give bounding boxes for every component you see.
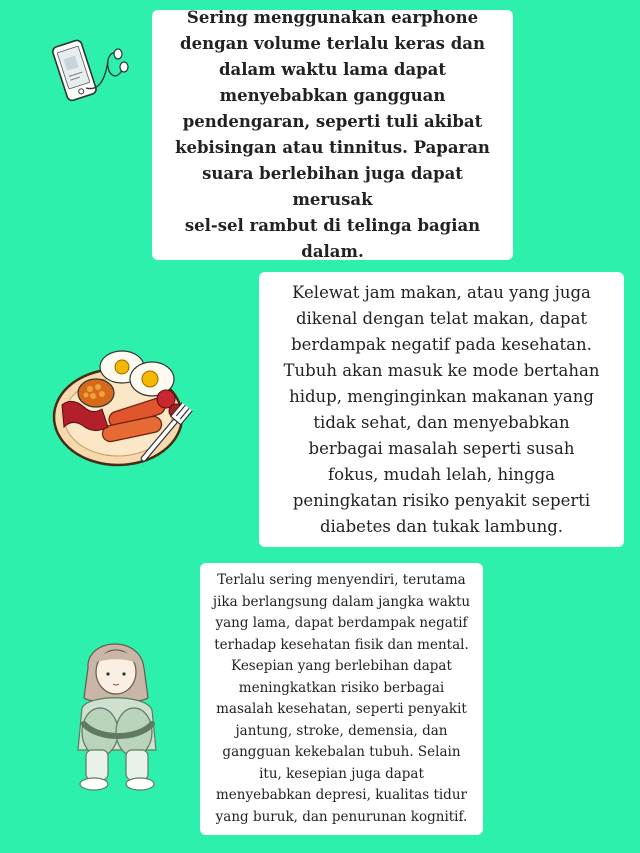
sitting-girl-icon: [58, 628, 178, 793]
meal-info-card: [259, 272, 624, 547]
breakfast-plate-icon: [50, 345, 195, 475]
phone-earphones-icon: [46, 30, 136, 110]
earphone-info-text: Sering menggunakan earphone dengan volume terlalu keras dan dalam waktu lama dapat menyebabkan gangguan pendengaran, seperti tuli akibat kebisingan atau tinnitus. Paparan suara berlebihan juga dapat merusak sel-sel rambut di telinga bagian dalam.: [175, 8, 490, 261]
loneliness-info-text: Terlalu sering menyendiri, terutama jika berlangsung dalam jangka waktu yang lama, dapat berdampak negatif terhadap kesehatan fisik dan mental. Kesepian yang berlebihan dapat meningkatkan risiko berbagai masalah kesehatan, seperti penyakit jantung, stroke, demensia, dan gangguan kekebalan tubuh. Selain itu, kesepian juga dapat menyebabkan depresi, kualitas tidur yang buruk, dan penurunan kognitif.: [212, 572, 471, 825]
meal-info-text: Kelewat jam makan, atau yang juga dikenal dengan telat makan, dapat berdampak negatif pada kesehatan. Tubuh akan masuk ke mode bertahan hidup, menginginkan makanan yang tidak sehat, dan menyebabkan berbagai masalah seperti susah fokus, mudah lelah, hingga peningkatan risiko penyakit seperti diabetes dan tukak lambung.: [283, 282, 600, 536]
loneliness-info-card: [200, 563, 483, 835]
earphone-info-card: [152, 10, 513, 260]
